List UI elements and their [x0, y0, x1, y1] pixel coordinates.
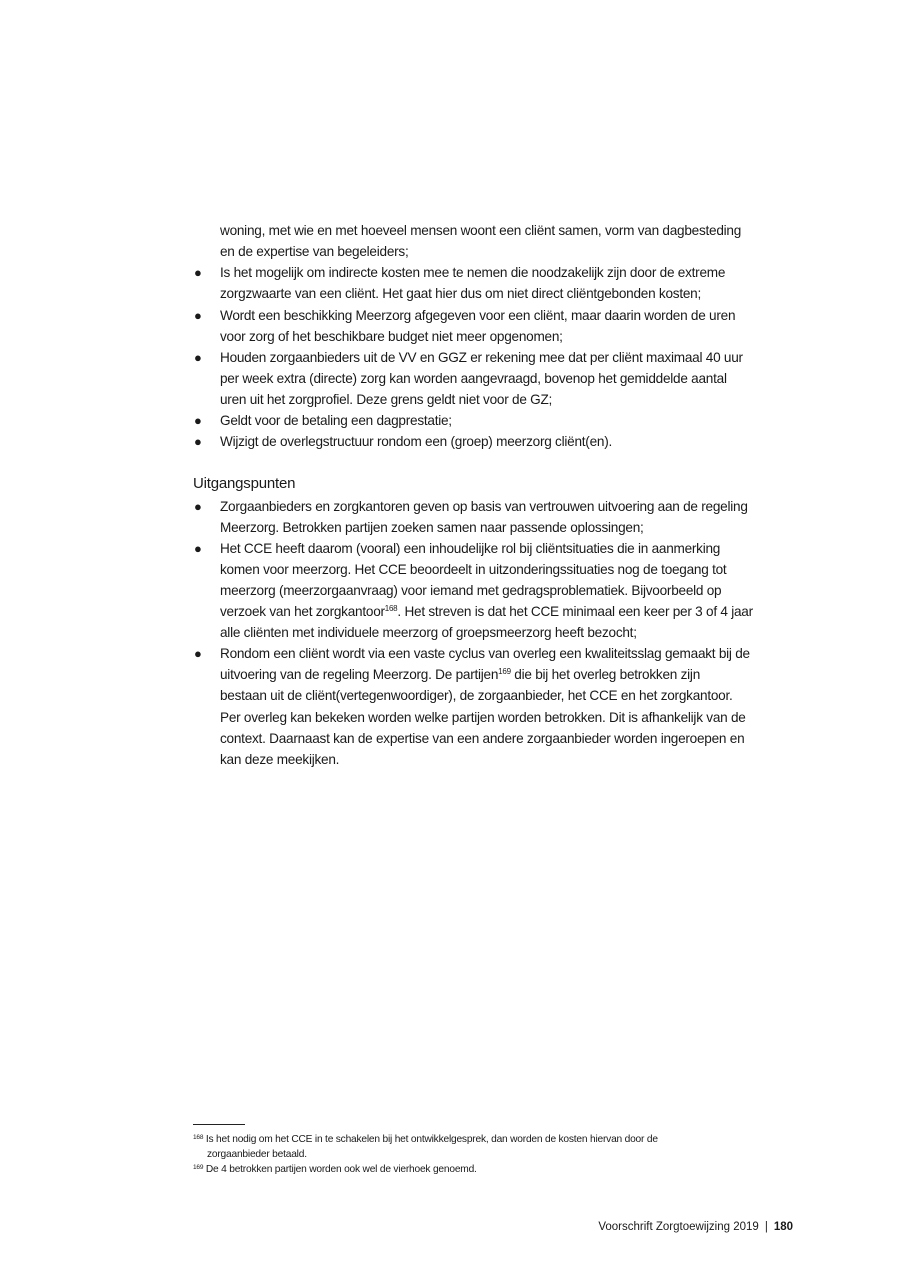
- page-number: 180: [773, 1221, 793, 1233]
- page-footer: [598, 1221, 793, 1233]
- bullet-icon: ●: [194, 541, 202, 556]
- list-text: en de expertise van begeleiders;: [220, 244, 409, 259]
- list-text: bestaan uit de cliënt(vertegenwoordiger), de zorgaanbieder, het CCE en het zorgkantoor.: [220, 688, 733, 703]
- footnote-ref-169[interactable]: 169: [498, 667, 511, 676]
- list-text: [220, 667, 700, 683]
- list-text: Is het mogelijk om indirecte kosten mee te nemen die noodzakelijk zijn door de extreme: [220, 265, 726, 280]
- bullet-icon: ●: [194, 646, 202, 661]
- list-text: kan deze meekijken.: [220, 752, 340, 767]
- bullet-icon: ●: [194, 308, 202, 323]
- footnote-divider: [193, 1124, 245, 1125]
- footnote-text: Is het nodig om het CCE in te schakelen bij het ontwikkelgesprek, dan worden de kosten hiervan door de: [203, 1134, 658, 1145]
- list-text: uren uit het zorgprofiel. Deze grens geldt niet voor de GZ;: [220, 392, 553, 407]
- section-heading: Uitgangspunten: [193, 475, 296, 492]
- list-text: Zorgaanbieders en zorgkantoren geven op basis van vertrouwen uitvoering aan de regeling: [220, 499, 748, 514]
- list-text: context. Daarnaast kan de expertise van een andere zorgaanbieder worden ingeroepen en: [220, 731, 745, 746]
- footnote-number: 168: [193, 1134, 204, 1141]
- list-text: per week extra (directe) zorg kan worden aangevraagd, bovenop het gemiddelde aantal: [220, 371, 727, 386]
- footnote-169: [193, 1163, 477, 1176]
- list-text: meerzorg (meerzorgaanvraag) voor iemand met gedragsproblematiek. Bijvoorbeeld op: [220, 583, 722, 598]
- footnote-ref-168[interactable]: 168: [384, 604, 398, 613]
- text: verzoek van het zorgkantoor: [220, 604, 385, 619]
- bullet-icon: ●: [194, 434, 202, 449]
- list-text: Houden zorgaanbieders uit de VV en GGZ er rekening mee dat per cliënt maximaal 40 uur: [220, 350, 743, 365]
- list-text: alle cliënten met individuele meerzorg of groepsmeerzorg heeft bezocht;: [220, 625, 637, 640]
- footnote-number: 169: [193, 1164, 204, 1171]
- list-text: woning, met wie en met hoeveel mensen woont een cliënt samen, vorm van dagbesteding: [220, 223, 742, 238]
- list-text: zorgzwaarte van een cliënt. Het gaat hier dus om niet direct cliëntgebonden kosten;: [220, 286, 702, 301]
- document-title: Voorschrift Zorgtoewijzing 2019: [598, 1221, 759, 1233]
- list-text: Rondom een cliënt wordt via een vaste cyclus van overleg een kwaliteitsslag gemaakt bij de: [220, 646, 750, 661]
- footnote-168: [193, 1133, 658, 1146]
- footer-separator: |: [764, 1221, 768, 1233]
- list-text: komen voor meerzorg. Het CCE beoordeelt in uitzonderingssituaties nog de toegang tot: [220, 562, 727, 577]
- footnote-168-cont: zorgaanbieder betaald.: [207, 1149, 307, 1160]
- bullet-icon: ●: [194, 499, 202, 514]
- list-text: Wordt een beschikking Meerzorg afgegeven voor een cliënt, maar daarin worden de uren: [220, 308, 736, 323]
- list-text: Het CCE heeft daarom (vooral) een inhoudelijke rol bij cliëntsituaties die in aanmerking: [220, 541, 721, 556]
- bullet-icon: ●: [194, 413, 202, 428]
- bullet-icon: ●: [194, 350, 202, 365]
- list-text: Wijzigt de overlegstructuur rondom een (groep) meerzorg cliënt(en).: [220, 434, 612, 449]
- text: die bij het overleg betrokken zijn: [510, 667, 701, 682]
- footnote-text: De 4 betrokken partijen worden ook wel de vierhoek genoemd.: [203, 1164, 477, 1175]
- list-text: Per overleg kan bekeken worden welke partijen worden betrokken. Dit is afhankelijk van de: [220, 710, 746, 725]
- list-text: Geldt voor de betaling een dagprestatie;: [220, 413, 452, 428]
- list-text: Meerzorg. Betrokken partijen zoeken samen naar passende oplossingen;: [220, 520, 644, 535]
- text: . Het streven is dat het CCE minimaal een keer per 3 of 4 jaar: [397, 604, 753, 619]
- list-text: voor zorg of het beschikbare budget niet meer opgenomen;: [220, 329, 563, 344]
- text: uitvoering van de regeling Meerzorg. De partijen: [220, 667, 499, 682]
- bullet-icon: ●: [194, 265, 202, 280]
- list-text: [220, 604, 753, 620]
